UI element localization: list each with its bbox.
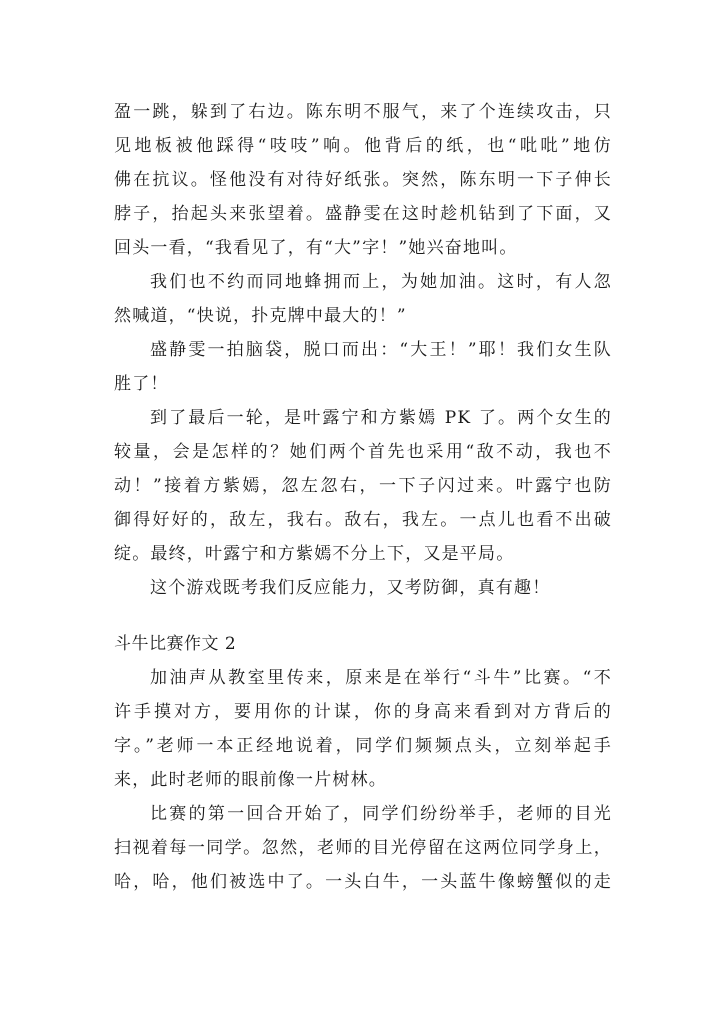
section-gap — [114, 605, 612, 627]
text-line: 动！”接着方紫嫣，忽左忽右，一下子闪过来。叶露宁也防 — [114, 476, 612, 496]
text-line: 字。”老师一本正经地说着，同学们频频点头，立刻举起手 — [114, 736, 612, 756]
text-line: 到了最后一轮，是叶露宁和方紫嫣 PK 了。两个女生的 — [150, 408, 612, 428]
text-line: 盛静雯一拍脑袋，脱口而出：“大王！”耶！我们女生队 — [150, 340, 612, 360]
text-line: 脖子，抬起头来张望着。盛静雯在这时趁机钻到了下面，又 — [114, 204, 612, 224]
text-line: 胜了！ — [114, 374, 169, 394]
text-line: 然喊道，“快说，扑克牌中最大的！” — [114, 306, 407, 326]
text-line: 绽。最终，叶露宁和方紫嫣不分上下，又是平局。 — [114, 544, 515, 564]
text-line: 较量，会是怎样的？她们两个首先也采用“敌不动，我也不 — [114, 442, 612, 462]
text-line: 盈一跳，躲到了右边。陈东明不服气，来了个连续攻击，只 — [114, 102, 612, 122]
text-line: 回头一看，“我看见了，有“大”字！”她兴奋地叫。 — [114, 238, 518, 258]
paragraph-5 — [114, 571, 612, 605]
paragraph-2 — [114, 265, 612, 333]
text-line: 哈，哈，他们被选中了。一头白牛，一头蓝牛像螃蟹似的走 — [114, 872, 612, 892]
text-line: 我们也不约而同地蜂拥而上，为她加油。这时，有人忽 — [150, 272, 612, 292]
text-line: 见地板被他踩得“吱吱”响。他背后的纸，也“吡吡”地仿 — [114, 136, 612, 156]
paragraph-1 — [114, 95, 612, 265]
text-line: 佛在抗议。怪他没有对待好纸张。突然，陈东明一下子伸长 — [114, 170, 612, 190]
text-line: 比赛的第一回合开始了，同学们纷纷举手，老师的目光 — [150, 804, 612, 824]
text-line: 来，此时老师的眼前像一片树林。 — [114, 770, 387, 790]
text-line: 御得好好的，敌左，我右。敌右，我左。一点儿也看不出破 — [114, 510, 612, 530]
paragraph-7 — [114, 797, 612, 899]
paragraph-6 — [114, 661, 612, 797]
text-line: 这个游戏既考我们反应能力，又考防御，真有趣！ — [150, 578, 551, 598]
text-line: 加油声从教室里传来，原来是在举行“斗牛”比赛。“不 — [150, 668, 612, 688]
paragraph-3 — [114, 333, 612, 401]
section-title: 斗牛比赛作文 2 — [114, 634, 237, 654]
text-line: 许手摸对方，要用你的计谋，你的身高来看到对方背后的 — [114, 702, 612, 722]
text-line: 扫视着每一同学。忽然，老师的目光停留在这两位同学身上， — [114, 838, 612, 858]
paragraph-4 — [114, 401, 612, 571]
